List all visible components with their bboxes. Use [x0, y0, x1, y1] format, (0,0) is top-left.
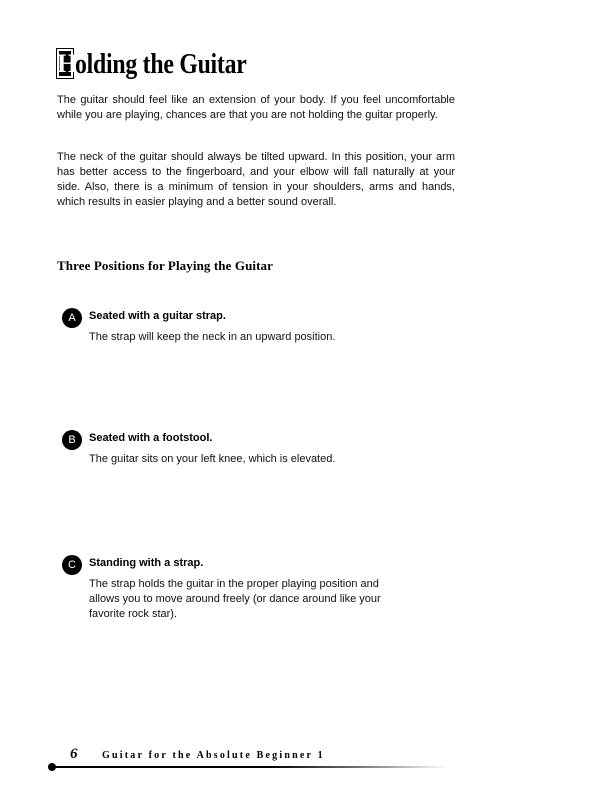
- section-heading: Three Positions for Playing the Guitar: [57, 258, 274, 273]
- position-text-b: The guitar sits on your left knee, which is elevated.: [89, 453, 336, 465]
- position-badge-c: C: [62, 555, 82, 575]
- page-number: 6: [70, 746, 78, 762]
- book-title: Guitar for the Absolute Beginner 1: [102, 750, 325, 761]
- position-heading-b: Seated with a footstool.: [89, 432, 213, 444]
- position-heading-c: Standing with a strap.: [89, 557, 204, 569]
- position-text-a: The strap will keep the neck in an upward position.: [89, 331, 336, 343]
- title-text: olding the Guitar: [75, 48, 247, 80]
- page-title: [56, 48, 284, 79]
- title-dropcap: H: [57, 49, 77, 78]
- intro-paragraph-1: The guitar should feel like an extension of your body. If you feel uncomfortable while you are playing, chances are that you are not holding the guitar properly.: [57, 94, 455, 121]
- footer-rule: [52, 766, 448, 768]
- position-text-c: The strap holds the guitar in the proper playing position and allows you to move around freely (or dance around like your favorite rock star).: [89, 578, 381, 620]
- position-badge-a: A: [62, 308, 82, 328]
- page-footer: [48, 746, 448, 776]
- position-badge-b: B: [62, 430, 82, 450]
- position-heading-a: Seated with a guitar strap.: [89, 310, 226, 322]
- intro-paragraph-2: The neck of the guitar should always be tilted upward. In this position, your arm has better access to the fingerboard, and your elbow will fall naturally at your side. Also, there is a minimum of tension in your shoulders, arms and hands, which results in easier playing and a better sound overall.: [57, 151, 455, 208]
